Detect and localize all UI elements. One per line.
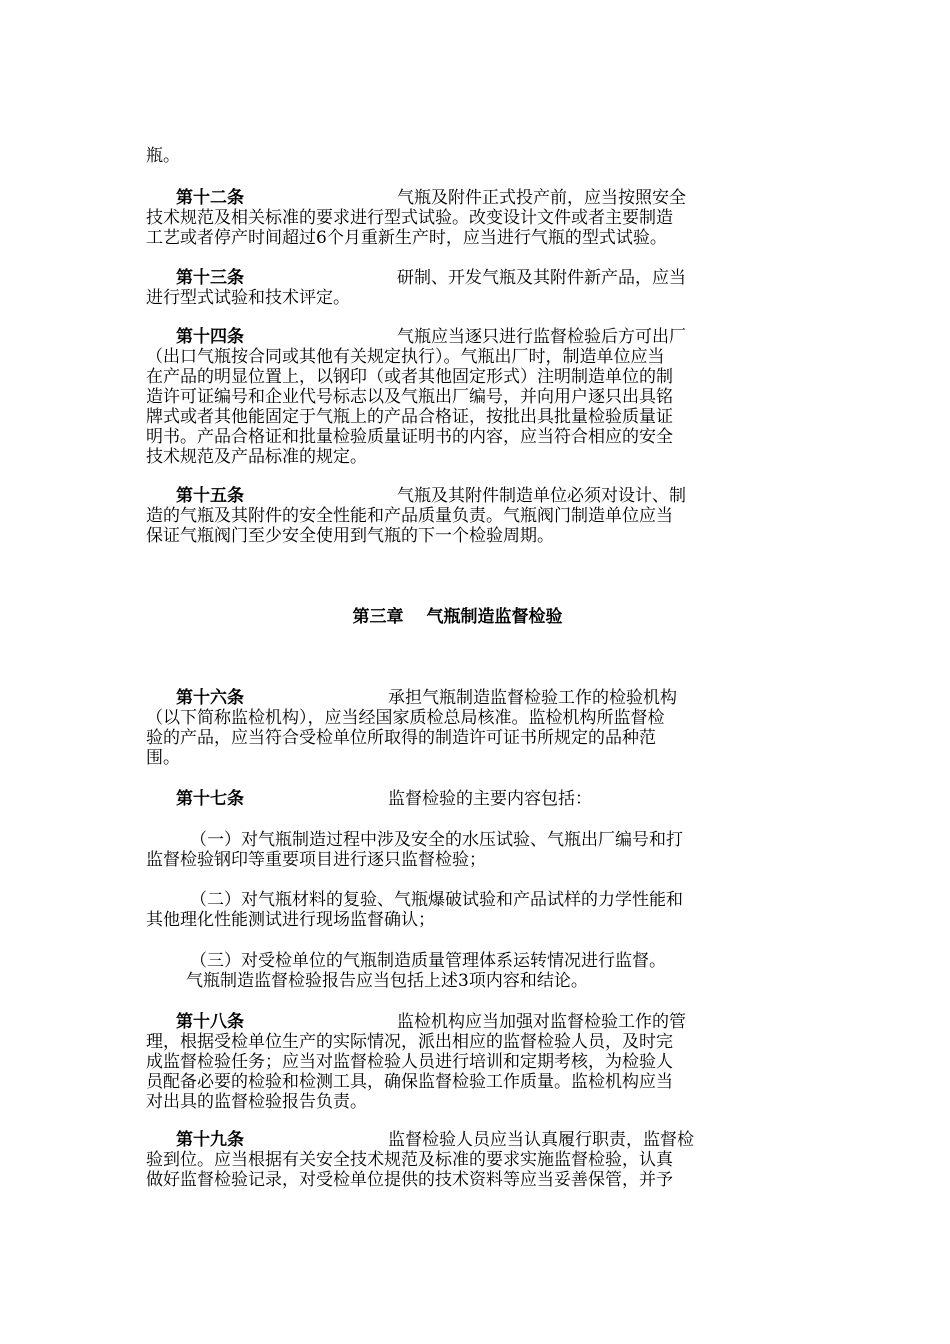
article-14-line-5: 牌式或者其他能固定于气瓶上的产品合格证，按批出具批量检验质量证 [146,407,673,427]
article-17-line-1: 监督检验的主要内容包括： [388,789,592,809]
article-12-line-3: 工艺或者停产时间超过6个月重新生产时，应当进行气瓶的型式试验。 [146,228,667,248]
article-number: 第十四条 [176,327,244,347]
chapter-title: 第三章 气瓶制造监督检验 [352,607,563,627]
article-18-heading [176,1012,686,1032]
article-14-line-4: 造许可证编号和企业代号标志以及气瓶出厂编号，并向用户逐只出具铭 [146,387,673,407]
item-3-line-2: 气瓶制造监督检验报告应当包括上述3项内容和结论。 [186,971,588,991]
item-1-line-1: （一）对气瓶制造过程中涉及安全的水压试验、气瓶出厂编号和打 [190,830,683,850]
article-18-line-2: 理，根据受检单位生产的实际情况，派出相应的监督检验人员，及时完 [146,1032,673,1052]
article-14-line-6: 明书。产品合格证和批量检验质量证明书的内容，应当符合相应的安全 [146,427,673,447]
article-15-line-1: 气瓶及其附件制造单位必须对设计、制 [397,486,686,506]
article-13-heading [176,268,686,288]
article-18-line-3: 成监督检验任务；应当对监督检验人员进行培训和定期考核，为检验人 [146,1052,673,1072]
article-14-line-2: （出口气瓶按合同或其他有关规定执行）。气瓶出厂时，制造单位应当 [146,347,665,367]
article-number: 第十八条 [176,1012,244,1032]
item-2-line-1: （二）对气瓶材料的复验、气瓶爆破试验和产品试样的力学性能和 [190,890,683,910]
article-19-line-2: 验到位。应当根据有关安全技术规范及标准的要求实施监督检验，认真 [146,1150,673,1170]
article-13-line-2: 进行型式试验和技术评定。 [146,288,350,308]
article-18-line-4: 员配备必要的检验和检测工具，确保监督检验工作质量。监检机构应当 [146,1072,673,1092]
article-14-heading [176,327,686,347]
article-number: 第十五条 [176,486,244,506]
article-number: 第十二条 [176,188,244,208]
article-12-line-1: 气瓶及附件正式投产前，应当按照安全 [397,188,686,208]
article-18-line-5: 对出具的监督检验报告负责。 [146,1092,367,1112]
article-19-heading [176,1130,694,1150]
article-number: 第十六条 [176,688,244,708]
article-14-line-7: 技术规范及产品标准的规定。 [146,447,367,467]
article-12-line-2: 技术规范及相关标准的要求进行型式试验。改变设计文件或者主要制造 [146,208,673,228]
continuation-text: 瓶。 [146,146,180,166]
article-18-line-1: 监检机构应当加强对监督检验工作的管 [397,1012,686,1032]
article-number: 第十九条 [176,1130,244,1150]
article-13-line-1: 研制、开发气瓶及其附件新产品，应当 [397,268,686,288]
item-1-line-2: 监督检验钢印等重要项目进行逐只监督检验； [146,850,486,870]
article-12-heading [176,188,686,208]
article-16-line-2: （以下简称监检机构），应当经国家质检总局核准。监检机构所监督检 [146,708,665,728]
article-number: 第十七条 [176,789,244,809]
article-15-line-3: 保证气瓶阀门至少安全使用到气瓶的下一个检验周期。 [146,526,554,546]
article-19-line-1: 监督检验人员应当认真履行职责，监督检 [388,1130,694,1150]
article-14-line-1: 气瓶应当逐只进行监督检验后方可出厂 [397,327,686,347]
article-15-line-2: 造的气瓶及其附件的安全性能和产品质量负责。气瓶阀门制造单位应当 [146,506,673,526]
article-16-line-1: 承担气瓶制造监督检验工作的检验机构 [388,688,677,708]
article-14-line-3: 在产品的明显位置上，以钢印（或者其他固定形式）注明制造单位的制 [146,367,673,387]
article-17-heading [176,789,592,809]
article-19-line-3: 做好监督检验记录，对受检单位提供的技术资料等应当妥善保管，并予 [146,1170,673,1190]
article-16-line-3: 验的产品，应当符合受检单位所取得的制造许可证书所规定的品种范 [146,728,656,748]
article-16-line-4: 围。 [146,748,180,768]
item-2-line-2: 其他理化性能测试进行现场监督确认； [146,910,435,930]
item-3-line-1: （三）对受检单位的气瓶制造质量管理体系运转情况进行监督。 [190,951,666,971]
article-number: 第十三条 [176,268,244,288]
article-16-heading [176,688,677,708]
article-15-heading [176,486,686,506]
